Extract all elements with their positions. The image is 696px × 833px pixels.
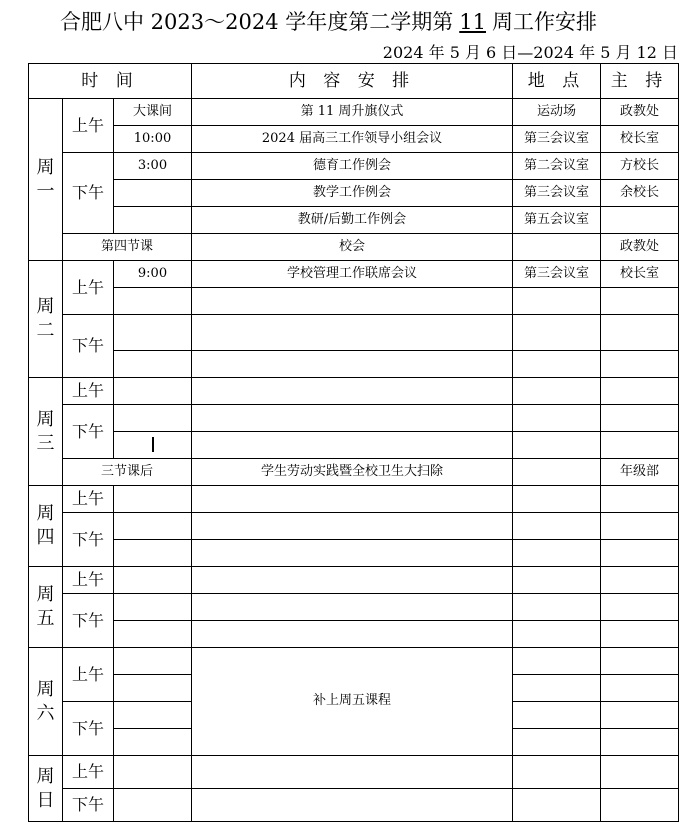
am-label: 上午 xyxy=(63,99,114,153)
content-cell: 德育工作例会 xyxy=(192,153,513,180)
table-row xyxy=(29,153,679,180)
time-cell: 三节课后 xyxy=(63,459,192,486)
host-cell: 年级部 xyxy=(601,459,679,486)
table-row xyxy=(29,756,679,789)
pm-label: 下午 xyxy=(63,702,114,756)
day-label-sun: 周 日 xyxy=(29,756,63,822)
content-cell: 教学工作例会 xyxy=(192,180,513,207)
page-title: 合肥八中 2023～2024 学年度第二学期第 11 周工作安排 xyxy=(60,10,597,34)
am-label: 上午 xyxy=(63,261,114,315)
schedule-table xyxy=(28,63,679,822)
am-label: 上午 xyxy=(63,756,114,789)
pm-label: 下午 xyxy=(63,405,114,459)
table-row xyxy=(29,432,679,459)
time-cell xyxy=(114,207,192,234)
pm-label: 下午 xyxy=(63,594,114,648)
content-cell: 学校管理工作联席会议 xyxy=(192,261,513,288)
table-row xyxy=(29,789,679,822)
table-header xyxy=(29,64,679,99)
header-content: 内 容 安 排 xyxy=(192,64,513,99)
pm-label: 下午 xyxy=(63,315,114,378)
host-cell: 余校长 xyxy=(601,180,679,207)
table-row xyxy=(29,648,679,675)
header-host: 主 持 xyxy=(601,64,679,99)
table-row xyxy=(29,621,679,648)
content-cell: 校会 xyxy=(192,234,513,261)
host-cell: 方校长 xyxy=(601,153,679,180)
time-cell: 第四节课 xyxy=(63,234,192,261)
pm-label: 下午 xyxy=(63,789,114,822)
table-row xyxy=(29,459,679,486)
am-label: 上午 xyxy=(63,648,114,702)
time-cell: 10:00 xyxy=(114,126,192,153)
content-cell: 第 11 周升旗仪式 xyxy=(192,99,513,126)
date-range: 2024 年 5 月 6 日—2024 年 5 月 12 日 xyxy=(382,43,678,62)
day-label-thu: 周 四 xyxy=(29,486,63,567)
table-row xyxy=(29,378,679,405)
week-number: 11 xyxy=(459,10,486,34)
table-row xyxy=(29,261,679,288)
host-cell: 校长室 xyxy=(601,261,679,288)
place-cell: 第三会议室 xyxy=(513,180,601,207)
host-cell: 政教处 xyxy=(601,99,679,126)
am-label: 上午 xyxy=(63,378,114,405)
place-cell: 运动场 xyxy=(513,99,601,126)
day-label-tue: 周 二 xyxy=(29,261,63,378)
table-row xyxy=(29,540,679,567)
place-cell: 第二会议室 xyxy=(513,153,601,180)
table-row xyxy=(29,567,679,594)
host-cell xyxy=(601,207,679,234)
content-cell: 学生劳动实践暨全校卫生大扫除 xyxy=(192,459,513,486)
table-row xyxy=(29,351,679,378)
host-cell: 政教处 xyxy=(601,234,679,261)
header-time: 时 间 xyxy=(29,64,192,99)
am-label: 上午 xyxy=(63,486,114,513)
content-cell: 补上周五课程 xyxy=(192,648,513,756)
time-cell xyxy=(114,180,192,207)
pm-label: 下午 xyxy=(63,153,114,234)
day-label-fri: 周 五 xyxy=(29,567,63,648)
table-row xyxy=(29,594,679,621)
am-label: 上午 xyxy=(63,567,114,594)
place-cell: 第三会议室 xyxy=(513,261,601,288)
table-row xyxy=(29,405,679,432)
pm-label: 下午 xyxy=(63,513,114,567)
table-row xyxy=(29,288,679,315)
time-cell: 9:00 xyxy=(114,261,192,288)
header-place: 地 点 xyxy=(513,64,601,99)
place-cell xyxy=(513,234,601,261)
time-cell: 3:00 xyxy=(114,153,192,180)
table-row xyxy=(29,99,679,126)
time-cell: 大课间 xyxy=(114,99,192,126)
table-row xyxy=(29,315,679,351)
place-cell: 第三会议室 xyxy=(513,126,601,153)
day-label-mon: 周 一 xyxy=(29,99,63,261)
day-label-wed: 周 三 xyxy=(29,378,63,486)
text-cursor-cell[interactable] xyxy=(114,432,192,459)
table-row xyxy=(29,207,679,234)
table-row xyxy=(29,486,679,513)
day-label-sat: 周 六 xyxy=(29,648,63,756)
content-cell: 教研/后勤工作例会 xyxy=(192,207,513,234)
table-row xyxy=(29,234,679,261)
place-cell: 第五会议室 xyxy=(513,207,601,234)
content-cell: 2024 届高三工作领导小组会议 xyxy=(192,126,513,153)
text-cursor-icon xyxy=(152,437,154,452)
place-cell xyxy=(513,459,601,486)
table-row xyxy=(29,513,679,540)
table-row xyxy=(29,126,679,153)
table-row xyxy=(29,180,679,207)
host-cell: 校长室 xyxy=(601,126,679,153)
